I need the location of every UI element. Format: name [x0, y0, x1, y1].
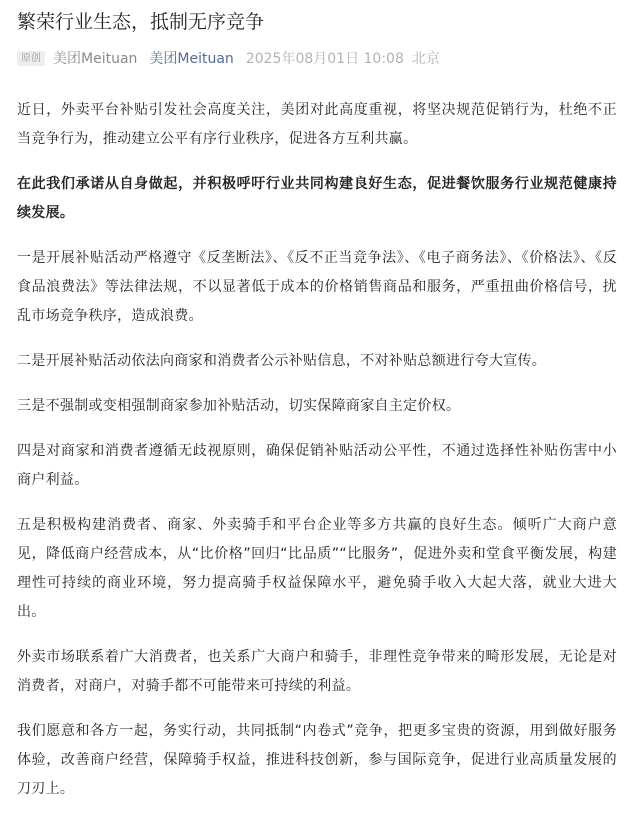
- original-badge: 原创: [17, 51, 45, 66]
- publish-location: 北京: [411, 51, 440, 67]
- paragraph-point-2: 二是开展补贴活动依法向商家和消费者公示补贴信息，不对补贴总额进行夸大宣传。: [17, 353, 547, 369]
- paragraph-intro: 近日，外卖平台补贴引发社会高度关注，美团对此高度重视，将坚决规范促销行为，杜绝不正当竞争行为，推动建立公平有序行业秩序，促进各方互利共赢。: [17, 102, 617, 147]
- paragraph-market: 外卖市场联系着广大消费者，也关系广大商户和骑手，非理性竞争带来的畸形发展，无论是对消费者，对商户，对骑手都不可能带来可持续的利益。: [17, 649, 617, 694]
- paragraph-point-4: 四是对商家和消费者遵循无歧视原则，确保促销补贴活动公平性，不通过选择性补贴伤害中小商户利益。: [17, 443, 617, 488]
- paragraph-point-1: 一是开展补贴活动严格遵守《反垄断法》、《反不正当竞争法》、《电子商务法》、《价格法》、《反食品浪费法》等法律法规，不以显著低于成本的价格销售商品和服务，严重扭曲价格信号，扰乱市场竞争秩序，造成浪费。: [17, 250, 617, 324]
- article-meta: [17, 48, 617, 68]
- author-name: 美团Meituan: [53, 51, 138, 67]
- publish-time: 2025年08月01日 10:08: [245, 51, 404, 67]
- paragraph-point-5: 五是积极构建消费者、商家、外卖骑手和平台企业等多方共赢的良好生态。倾听广大商户意见，降低商户经营成本，从“比价格”回归“比品质”“比服务”，促进外卖和堂食平衡发展，构建理性可持续的商业环境，努力提高骑手权益保障水平，避免骑手收入大起大落，就业大进大出。: [17, 517, 617, 620]
- paragraph-closing: 我们愿意和各方一起，务实行动，共同抵制“内卷式”竞争，把更多宝贵的资源，用到做好服务体验，改善商户经营，保障骑手权益，推进科技创新，参与国际竞争，促进行业高质量发展的刀刃上。: [17, 723, 617, 797]
- paragraph-commitment: 在此我们承诺从自身做起，并积极呼吁行业共同构建良好生态，促进餐饮服务行业规范健康持续发展。: [17, 176, 617, 221]
- article-content: [17, 96, 617, 804]
- account-link[interactable]: 美团Meituan: [149, 51, 234, 67]
- paragraph-point-3: 三是不强制或变相强制商家参加补贴活动，切实保障商家自主定价权。: [17, 398, 461, 414]
- article-title: 繁荣行业生态，抵制无序竞争: [17, 11, 265, 33]
